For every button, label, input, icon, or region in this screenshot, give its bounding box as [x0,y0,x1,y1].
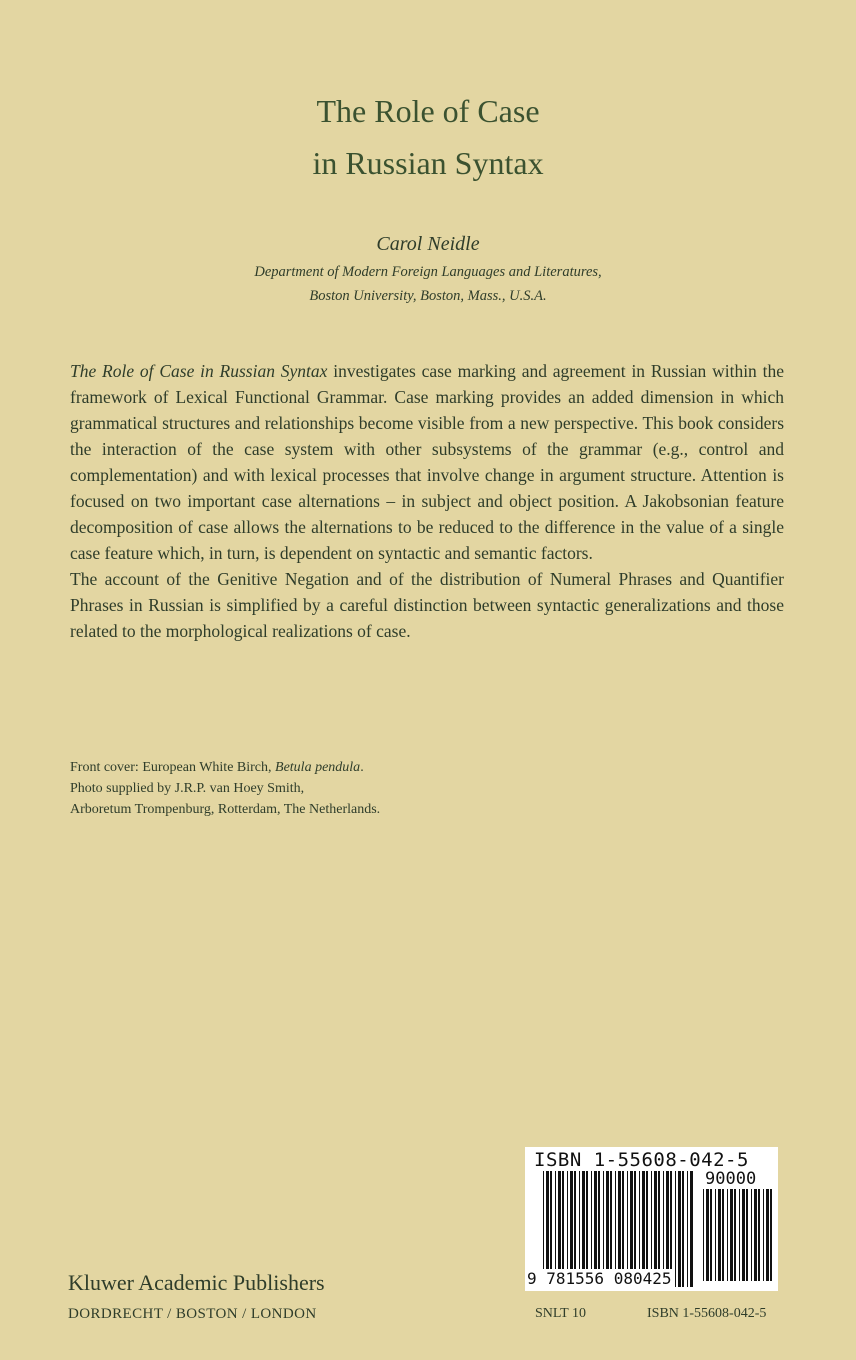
footer-isbn: ISBN 1-55608-042-5 [647,1306,767,1321]
barcode-bar [687,1171,688,1287]
barcode-bar [751,1189,752,1281]
cover-credit-line-2: Photo supplied by J.R.P. van Hoey Smith, [70,781,305,796]
barcode-bar [730,1189,733,1281]
barcode-price-code: 90000 [705,1169,757,1189]
barcode-bar [766,1189,769,1281]
barcode-bar [706,1189,709,1281]
author-affiliation-line-2: Boston University, Boston, Mass., U.S.A. [309,288,547,304]
barcode-bar [758,1189,760,1281]
book-description [70,358,784,644]
barcode-bar [727,1189,728,1281]
cover-credit-suffix: . [360,760,364,775]
author-affiliation-line-1: Department of Modern Foreign Languages and Literatures, [254,264,602,280]
book-title-line-1: The Role of Case [316,93,540,129]
description-lead-title: The Role of Case in Russian Syntax [70,361,328,381]
barcode-bar [734,1189,736,1281]
barcode-bar [690,1171,693,1287]
description-paragraph-1-text: investigates case marking and agreement in Russian within the framework of Lexical Functional Grammar. Case marking provides an added dimension in which grammatical structures and relationships become visible from a new perspective. This book considers the interaction of the case system with other subsystems of the grammar (e.g., control and complementation) and with lexical processes that involve change in argument structure. Attention is focused on two important case alternations – in subject and object position. A Jakobsonian feature decomposition of case allows the alternations to be reduced to the difference in the value of a single case feature which, in turn, is dependent on syntactic and semantic factors. [70,361,784,563]
barcode-bar [742,1189,745,1281]
cover-credit-line-3: Arboretum Trompenburg, Rotterdam, The Netherlands. [70,802,381,817]
barcode-bar [739,1189,740,1281]
publisher-cities: DORDRECHT / BOSTON / LONDON [68,1306,317,1322]
barcode-bar [710,1189,712,1281]
cover-credit-line-1 [70,757,380,778]
barcode-bar [770,1189,772,1281]
barcode-bar [703,1189,704,1281]
cover-credit-prefix: Front cover: European White Birch, [70,760,276,775]
barcode-bar [675,1171,676,1287]
description-paragraph-2: The account of the Genitive Negation and of the distribution of Numeral Phrases and Quantifier Phrases in Russian is simplified by a careful distinction between syntactic generalizations and those related to the morphological realizations of case. [70,569,784,641]
description-paragraph-1 [70,358,784,566]
barcode-bar [682,1171,684,1287]
barcode-bar [678,1171,681,1287]
barcode-bar [746,1189,748,1281]
barcode-bar [718,1189,721,1281]
barcode-bar [763,1189,764,1281]
cover-credit [70,757,380,820]
publisher-name: Kluwer Academic Publishers [68,1270,325,1295]
barcode-ean-digits: 9 781556 080425 [527,1269,672,1288]
barcode [525,1147,778,1291]
barcode-bar [754,1189,757,1281]
barcode-bar [722,1189,724,1281]
barcode-bar [715,1189,716,1281]
book-title-line-2: in Russian Syntax [312,145,544,181]
author-name: Carol Neidle [376,233,480,255]
barcode-isbn-label: ISBN 1-55608-042-5 [534,1149,749,1171]
cover-credit-species: Betula pendula [275,760,361,775]
series-number: SNLT 10 [535,1306,586,1321]
